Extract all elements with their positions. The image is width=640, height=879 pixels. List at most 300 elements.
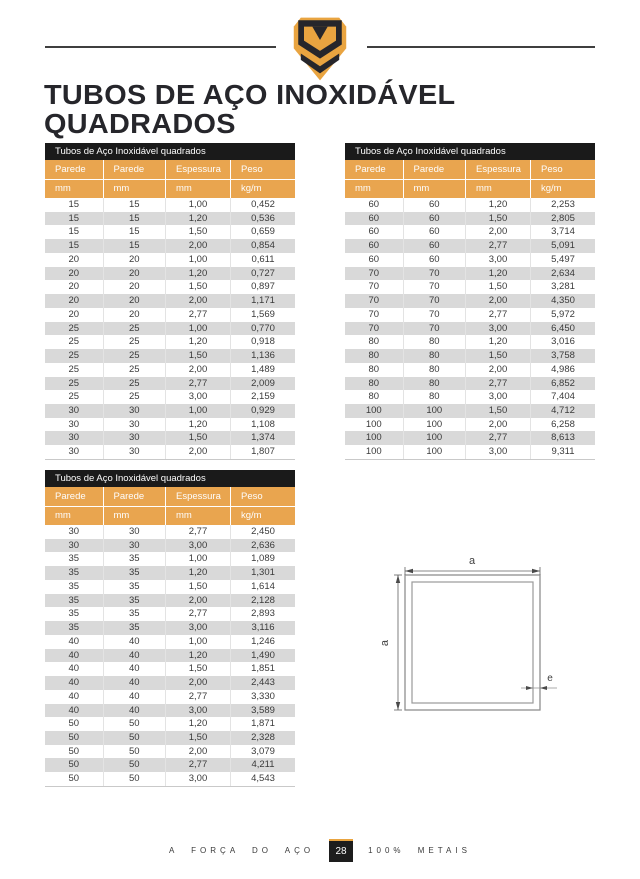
table-cell: 60 xyxy=(403,212,466,226)
table-row xyxy=(45,594,295,608)
table-row xyxy=(45,363,295,377)
table-cell: 3,116 xyxy=(230,621,295,635)
table-row xyxy=(45,580,295,594)
table-cell: 40 xyxy=(68,704,80,716)
table-cell: 1,00 xyxy=(165,404,230,418)
header-rule-right xyxy=(367,46,595,48)
table-cell: 25 xyxy=(68,391,80,403)
table-cell: 40 xyxy=(68,677,80,689)
table-cell: 2,00 xyxy=(465,363,530,377)
unit-header: kg/m xyxy=(230,507,295,525)
table-cell: 3,714 xyxy=(530,225,595,239)
table-cell: 60 xyxy=(403,239,466,253)
table-cell: 30 xyxy=(103,418,166,432)
column-header: Espessura xyxy=(165,487,230,506)
table-cell: 100 xyxy=(365,418,382,430)
unit-header: mm xyxy=(165,507,230,525)
table-cell: 3,330 xyxy=(230,690,295,704)
table-cell: 4,211 xyxy=(230,758,295,772)
table-cell: 60 xyxy=(368,199,380,210)
table-cell: 3,589 xyxy=(230,704,295,718)
table-cell: 1,20 xyxy=(465,335,530,349)
table-cell: 100 xyxy=(365,446,382,458)
table-cell: 80 xyxy=(403,335,466,349)
table-row xyxy=(345,322,595,336)
table-cell: 25 xyxy=(103,377,166,391)
table-cell: 50 xyxy=(68,745,80,757)
table-cell: 3,00 xyxy=(165,704,230,718)
table-row xyxy=(45,621,295,635)
unit-header: kg/m xyxy=(530,180,595,198)
table-cell: 70 xyxy=(403,294,466,308)
table-cell: 80 xyxy=(368,391,380,403)
table-cell: 30 xyxy=(68,418,80,430)
table-cell: 25 xyxy=(68,377,80,389)
table-row xyxy=(45,280,295,294)
table-cell: 1,614 xyxy=(230,580,295,594)
table-row xyxy=(45,322,295,336)
footer-tagline-left: A FORÇA DO AÇO xyxy=(169,846,315,855)
table-cell: 5,497 xyxy=(530,253,595,267)
table-cell: 0,452 xyxy=(230,198,295,212)
unit-header: mm xyxy=(403,180,466,198)
table-cell: 1,50 xyxy=(465,349,530,363)
table-cell: 1,569 xyxy=(230,308,295,322)
page-number-badge: 28 xyxy=(329,839,353,862)
table-cell: 2,00 xyxy=(465,294,530,308)
table-cell: 2,893 xyxy=(230,607,295,621)
table-cell: 1,171 xyxy=(230,294,295,308)
table-cell: 2,77 xyxy=(165,308,230,322)
table-cell: 25 xyxy=(103,390,166,404)
table-cell: 0,897 xyxy=(230,280,295,294)
table-body xyxy=(45,198,295,460)
table-cell: 2,00 xyxy=(165,445,230,459)
table-cell: 6,450 xyxy=(530,322,595,336)
table-cell: 50 xyxy=(68,732,80,744)
table-cell: 50 xyxy=(103,772,166,786)
table-cell: 5,091 xyxy=(530,239,595,253)
table-cell: 3,00 xyxy=(165,539,230,553)
table-cell: 15 xyxy=(103,198,166,212)
table-cell: 25 xyxy=(68,322,80,334)
table-cell: 3,281 xyxy=(530,280,595,294)
table-cell: 60 xyxy=(403,253,466,267)
table-cell: 30 xyxy=(103,539,166,553)
table-cell: 35 xyxy=(68,567,80,579)
table-cell: 2,443 xyxy=(230,676,295,690)
table-cell: 40 xyxy=(103,635,166,649)
column-header: Espessura xyxy=(465,160,530,179)
table-cell: 30 xyxy=(68,526,80,537)
table-cell: 35 xyxy=(103,594,166,608)
table-cell: 70 xyxy=(368,267,380,279)
table-row xyxy=(45,431,295,445)
table-cell: 3,079 xyxy=(230,745,295,759)
table-cell: 15 xyxy=(68,226,80,238)
table-cell: 2,77 xyxy=(165,525,230,539)
table-column-header-row xyxy=(345,160,595,180)
table-row xyxy=(45,539,295,553)
unit-header: mm xyxy=(355,183,371,194)
table-cell: 1,301 xyxy=(230,566,295,580)
table-cell: 1,490 xyxy=(230,649,295,663)
table-cell: 2,77 xyxy=(165,377,230,391)
page-title xyxy=(44,80,455,138)
table-row xyxy=(45,390,295,404)
table-cell: 100 xyxy=(403,445,466,459)
table-cell: 20 xyxy=(103,308,166,322)
table-cell: 2,77 xyxy=(465,308,530,322)
table-cell: 60 xyxy=(368,253,380,265)
spec-table-top-right xyxy=(345,143,595,460)
table-cell: 35 xyxy=(103,552,166,566)
table-cell: 2,159 xyxy=(230,390,295,404)
dimension-label-width: a xyxy=(468,555,476,567)
table-cell: 3,00 xyxy=(165,390,230,404)
table-row xyxy=(45,772,295,786)
table-cell: 60 xyxy=(368,240,380,252)
table-row xyxy=(345,363,595,377)
table-row xyxy=(45,676,295,690)
table-row xyxy=(345,198,595,212)
table-cell: 1,20 xyxy=(165,267,230,281)
table-cell: 1,50 xyxy=(465,404,530,418)
table-cell: 20 xyxy=(68,308,80,320)
table-cell: 2,328 xyxy=(230,731,295,745)
table-cell: 2,77 xyxy=(165,607,230,621)
table-cell: 1,00 xyxy=(165,552,230,566)
header-rule-left xyxy=(45,46,276,48)
table-cell: 1,871 xyxy=(230,717,295,731)
footer-tagline-right: 100% METAIS xyxy=(368,846,471,855)
column-header: Peso xyxy=(230,160,295,179)
table-row xyxy=(45,239,295,253)
table-cell: 60 xyxy=(403,198,466,212)
table-cell: 1,50 xyxy=(165,580,230,594)
table-cell: 0,659 xyxy=(230,225,295,239)
table-cell: 1,50 xyxy=(165,349,230,363)
table-cell: 0,918 xyxy=(230,335,295,349)
table-row xyxy=(45,704,295,718)
table-cell: 1,108 xyxy=(230,418,295,432)
column-header: Peso xyxy=(530,160,595,179)
table-cell: 1,089 xyxy=(230,552,295,566)
table-row xyxy=(45,225,295,239)
table-cell: 15 xyxy=(103,225,166,239)
table-cell: 3,00 xyxy=(465,322,530,336)
table-cell: 3,758 xyxy=(530,349,595,363)
table-cell: 6,852 xyxy=(530,377,595,391)
table-row xyxy=(345,253,595,267)
table-cell: 2,00 xyxy=(465,225,530,239)
table-cell: 50 xyxy=(68,773,80,785)
table-cell: 8,613 xyxy=(530,431,595,445)
table-cell: 3,016 xyxy=(530,335,595,349)
table-cell: 2,77 xyxy=(465,431,530,445)
table-cell: 35 xyxy=(68,594,80,606)
table-cell: 15 xyxy=(68,240,80,252)
table-cell: 1,50 xyxy=(165,662,230,676)
table-cell: 40 xyxy=(68,690,80,702)
table-cell: 35 xyxy=(103,607,166,621)
table-cell: 30 xyxy=(68,405,80,417)
table-cell: 2,00 xyxy=(165,676,230,690)
table-cell: 1,50 xyxy=(165,225,230,239)
table-cell: 20 xyxy=(68,267,80,279)
page-title-line1: TUBOS DE AÇO INOXIDÁVEL xyxy=(44,79,456,110)
wall-thickness-label: e xyxy=(547,673,553,684)
table-cell: 2,636 xyxy=(230,539,295,553)
column-header: Espessura xyxy=(165,160,230,179)
dimension-label-height: a xyxy=(379,639,391,647)
table-cell: 1,00 xyxy=(165,635,230,649)
table-cell: 30 xyxy=(68,446,80,458)
table-units-row xyxy=(345,180,595,198)
table-row xyxy=(45,552,295,566)
table-row xyxy=(45,445,295,459)
table-cell: 20 xyxy=(68,295,80,307)
table-cell: 15 xyxy=(68,199,80,210)
table-cell: 25 xyxy=(68,363,80,375)
table-cell: 1,374 xyxy=(230,431,295,445)
table-row xyxy=(45,745,295,759)
table-cell: 15 xyxy=(103,239,166,253)
logo-shield-icon xyxy=(288,13,352,85)
table-cell: 1,136 xyxy=(230,349,295,363)
table-cell: 30 xyxy=(103,445,166,459)
table-row xyxy=(345,349,595,363)
table-cell: 0,929 xyxy=(230,404,295,418)
table-row xyxy=(345,294,595,308)
table-cell: 25 xyxy=(68,336,80,348)
table-cell: 80 xyxy=(368,336,380,348)
page-title-line2: QUADRADOS xyxy=(44,108,236,139)
unit-header: mm xyxy=(103,180,166,198)
table-cell: 70 xyxy=(368,281,380,293)
table-cell: 1,20 xyxy=(165,418,230,432)
table-cell: 1,00 xyxy=(165,253,230,267)
column-header: Parede xyxy=(103,160,166,179)
table-cell: 100 xyxy=(403,418,466,432)
table-cell: 1,20 xyxy=(165,212,230,226)
table-cell: 15 xyxy=(68,212,80,224)
table-cell: 70 xyxy=(403,322,466,336)
unit-header: mm xyxy=(465,180,530,198)
table-cell: 30 xyxy=(68,539,80,551)
table-row xyxy=(45,294,295,308)
table-cell: 1,20 xyxy=(165,649,230,663)
table-cell: 2,009 xyxy=(230,377,295,391)
column-header: Parede xyxy=(355,164,386,175)
table-cell: 2,128 xyxy=(230,594,295,608)
page-footer xyxy=(0,839,640,862)
table-cell: 15 xyxy=(103,212,166,226)
table-cell: 50 xyxy=(103,745,166,759)
table-body xyxy=(45,525,295,787)
table-row xyxy=(45,566,295,580)
table-row xyxy=(45,267,295,281)
table-row xyxy=(45,635,295,649)
column-header: Parede xyxy=(403,160,466,179)
table-cell: 100 xyxy=(403,404,466,418)
table-cell: 6,258 xyxy=(530,418,595,432)
table-row xyxy=(45,418,295,432)
table-cell: 50 xyxy=(68,759,80,771)
table-cell: 1,50 xyxy=(165,431,230,445)
table-cell: 40 xyxy=(68,663,80,675)
table-row xyxy=(45,690,295,704)
table-cell: 3,00 xyxy=(465,253,530,267)
table-cell: 25 xyxy=(68,350,80,362)
table-cell: 3,00 xyxy=(165,772,230,786)
table-cell: 1,20 xyxy=(465,267,530,281)
table-cell: 80 xyxy=(368,363,380,375)
table-cell: 25 xyxy=(103,363,166,377)
table-cell: 50 xyxy=(103,717,166,731)
table-cell: 35 xyxy=(103,566,166,580)
table-cell: 20 xyxy=(68,281,80,293)
table-row xyxy=(45,717,295,731)
table-row xyxy=(45,607,295,621)
table-cell: 2,253 xyxy=(530,198,595,212)
table-column-header-row xyxy=(45,160,295,180)
table-units-row xyxy=(45,507,295,525)
table-cell: 20 xyxy=(68,253,80,265)
table-cell: 30 xyxy=(103,404,166,418)
table-cell: 40 xyxy=(68,635,80,647)
table-row xyxy=(345,308,595,322)
table-row xyxy=(45,404,295,418)
table-cell: 2,77 xyxy=(165,758,230,772)
table-row xyxy=(345,445,595,459)
unit-header: mm xyxy=(55,183,71,194)
table-cell: 0,727 xyxy=(230,267,295,281)
table-cell: 2,00 xyxy=(165,363,230,377)
table-cell: 4,986 xyxy=(530,363,595,377)
table-row xyxy=(45,198,295,212)
table-cell: 0,536 xyxy=(230,212,295,226)
table-cell: 35 xyxy=(103,621,166,635)
table-cell: 35 xyxy=(68,622,80,634)
table-cell: 25 xyxy=(103,322,166,336)
table-row xyxy=(45,662,295,676)
unit-header: mm xyxy=(103,507,166,525)
table-cell: 0,611 xyxy=(230,253,295,267)
table-cell: 80 xyxy=(368,350,380,362)
column-header: Peso xyxy=(230,487,295,506)
table-cell: 70 xyxy=(368,295,380,307)
table-row xyxy=(45,731,295,745)
table-cell: 4,712 xyxy=(530,404,595,418)
table-cell: 50 xyxy=(103,758,166,772)
table-cell: 40 xyxy=(103,690,166,704)
table-units-row xyxy=(45,180,295,198)
table-cell: 2,00 xyxy=(165,594,230,608)
table-cell: 1,50 xyxy=(465,212,530,226)
table-cell: 40 xyxy=(103,662,166,676)
table-cell: 100 xyxy=(365,432,382,444)
table-cell: 70 xyxy=(403,280,466,294)
table-cell: 1,50 xyxy=(165,280,230,294)
table-cell: 1,851 xyxy=(230,662,295,676)
table-cell: 35 xyxy=(68,580,80,592)
table-cell: 3,00 xyxy=(165,621,230,635)
table-cell: 80 xyxy=(403,349,466,363)
table-cell: 2,77 xyxy=(465,377,530,391)
table-cell: 3,00 xyxy=(465,445,530,459)
table-row xyxy=(45,349,295,363)
table-cell: 2,450 xyxy=(230,525,295,539)
table-cell: 2,634 xyxy=(530,267,595,281)
table-row xyxy=(45,525,295,539)
table-title-bar: Tubos de Aço Inoxidável quadrados xyxy=(45,470,295,487)
table-cell: 70 xyxy=(368,322,380,334)
table-cell: 2,805 xyxy=(530,212,595,226)
unit-header: kg/m xyxy=(230,180,295,198)
table-body xyxy=(345,198,595,460)
table-cell: 1,20 xyxy=(165,335,230,349)
table-cell: 70 xyxy=(368,308,380,320)
table-row xyxy=(345,239,595,253)
table-cell: 30 xyxy=(103,431,166,445)
tube-cross-section-diagram xyxy=(375,548,565,728)
table-cell: 35 xyxy=(103,580,166,594)
table-cell: 0,854 xyxy=(230,239,295,253)
table-cell: 30 xyxy=(103,525,166,539)
column-header: Parede xyxy=(55,164,86,175)
table-cell: 40 xyxy=(103,676,166,690)
table-cell: 20 xyxy=(103,267,166,281)
table-cell: 80 xyxy=(403,377,466,391)
table-cell: 7,404 xyxy=(530,390,595,404)
table-row xyxy=(345,377,595,391)
table-cell: 40 xyxy=(68,649,80,661)
table-cell: 20 xyxy=(103,294,166,308)
table-row xyxy=(45,253,295,267)
table-cell: 60 xyxy=(403,225,466,239)
table-cell: 50 xyxy=(68,718,80,730)
table-cell: 3,00 xyxy=(465,390,530,404)
table-row xyxy=(45,308,295,322)
table-row xyxy=(45,649,295,663)
table-cell: 1,246 xyxy=(230,635,295,649)
table-column-header-row xyxy=(45,487,295,507)
table-cell: 50 xyxy=(103,731,166,745)
table-cell: 4,350 xyxy=(530,294,595,308)
table-cell: 0,770 xyxy=(230,322,295,336)
spec-table-bottom-left xyxy=(45,470,295,787)
table-title-bar: Tubos de Aço Inoxidável quadrados xyxy=(345,143,595,160)
table-cell: 35 xyxy=(68,608,80,620)
table-row xyxy=(45,758,295,772)
table-row xyxy=(345,267,595,281)
table-cell: 80 xyxy=(403,390,466,404)
spec-table-top-left xyxy=(45,143,295,460)
table-cell: 100 xyxy=(403,431,466,445)
table-row xyxy=(345,335,595,349)
table-cell: 2,77 xyxy=(465,239,530,253)
table-cell: 80 xyxy=(368,377,380,389)
unit-header: mm xyxy=(165,180,230,198)
table-cell: 60 xyxy=(368,226,380,238)
table-row xyxy=(345,390,595,404)
table-cell: 1,50 xyxy=(465,280,530,294)
table-cell: 35 xyxy=(68,553,80,565)
table-cell: 60 xyxy=(368,212,380,224)
table-cell: 20 xyxy=(103,280,166,294)
column-header: Parede xyxy=(55,491,86,502)
